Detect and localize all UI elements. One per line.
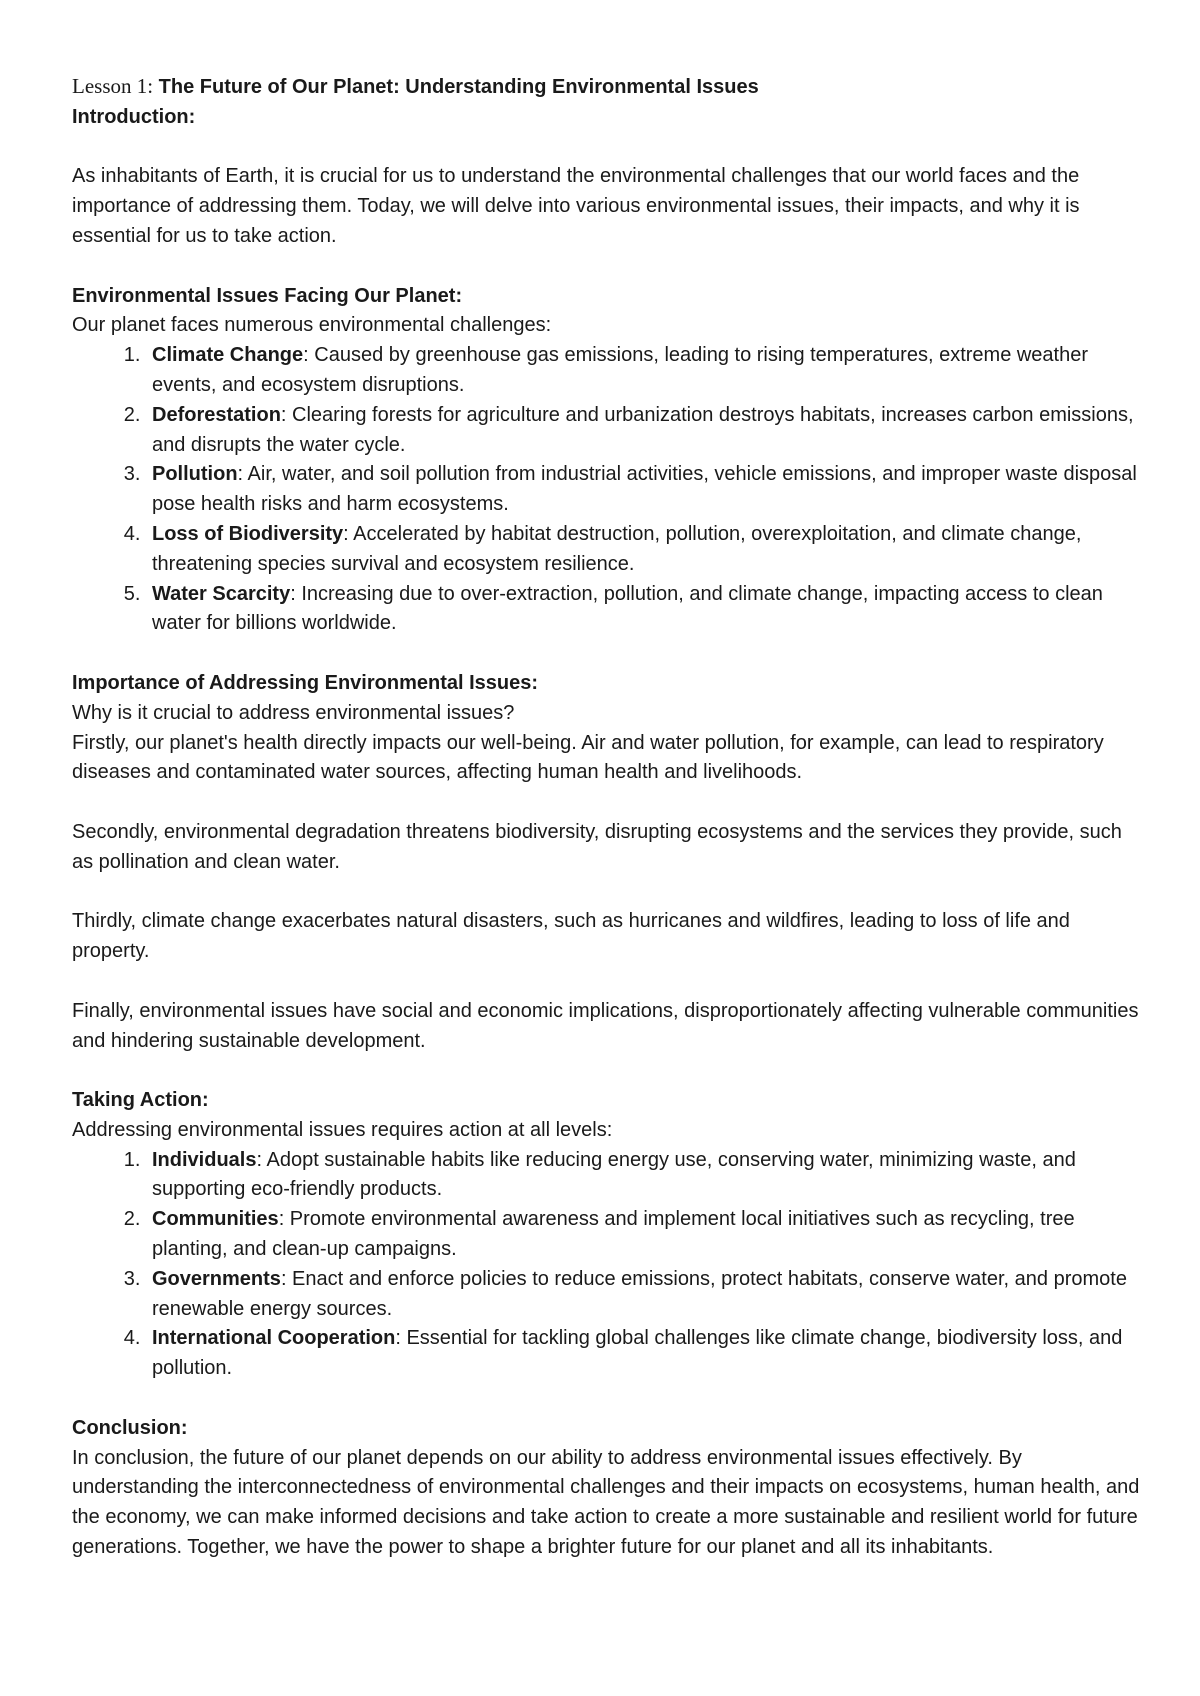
list-item-text: : Promote environmental awareness and implement local initiatives such as recycling, tree planting, and clean-up campaigns. bbox=[152, 1208, 1075, 1261]
list-item bbox=[146, 1146, 1140, 1206]
list-item bbox=[146, 580, 1140, 640]
issues-heading: Environmental Issues Facing Our Planet: bbox=[72, 284, 463, 307]
list-item-term: Pollution bbox=[152, 463, 238, 486]
list-item-text: : Essential for tackling global challenges like climate change, biodiversity loss, and pollution. bbox=[152, 1327, 1123, 1380]
list-item-text: : Accelerated by habitat destruction, pollution, overexploitation, and climate change, threatening species survival and ecosystem resilience. bbox=[152, 522, 1082, 575]
action-lead: Addressing environmental issues requires action at all levels: bbox=[72, 1118, 613, 1141]
list-item bbox=[146, 1324, 1140, 1384]
issues-lead: Our planet faces numerous environmental challenges: bbox=[72, 314, 552, 337]
list-item-term: Climate Change bbox=[152, 344, 304, 367]
list-item-term: Deforestation bbox=[152, 403, 281, 426]
importance-paragraph-2: Secondly, environmental degradation threatens biodiversity, disrupting ecosystems and the services they provide, such as pollination and clean water. bbox=[72, 820, 1122, 873]
list-item bbox=[146, 520, 1140, 580]
list-item bbox=[146, 401, 1140, 461]
list-item bbox=[146, 460, 1140, 520]
introduction-heading: Introduction: bbox=[72, 105, 196, 128]
action-list bbox=[72, 1146, 1140, 1384]
list-item-text: : Adopt sustainable habits like reducing energy use, conserving water, minimizing waste, and supporting eco-friendly products. bbox=[152, 1148, 1076, 1201]
importance-heading: Importance of Addressing Environmental Issues: bbox=[72, 671, 539, 694]
list-item-text: : Enact and enforce policies to reduce emissions, protect habitats, conserve water, and promote renewable energy sources. bbox=[152, 1267, 1127, 1320]
importance-question: Why is it crucial to address environmental issues? bbox=[72, 701, 515, 724]
lesson-title bbox=[72, 72, 1140, 103]
spacer bbox=[72, 878, 1140, 908]
action-heading: Taking Action: bbox=[72, 1089, 209, 1112]
list-item-term: Water Scarcity bbox=[152, 582, 291, 605]
spacer bbox=[72, 133, 1140, 163]
conclusion-heading: Conclusion: bbox=[72, 1416, 188, 1439]
spacer bbox=[72, 788, 1140, 818]
importance-paragraph-4: Finally, environmental issues have social and economic implications, disproportionately affecting vulnerable communities and hindering sustainable development. bbox=[72, 999, 1139, 1052]
introduction-paragraph: As inhabitants of Earth, it is crucial for us to understand the environmental challenges that our world faces and the importance of addressing them. Today, we will delve into various environmental issues, their impacts, and why it is essential for us to take action. bbox=[72, 165, 1080, 247]
list-item bbox=[146, 1265, 1140, 1325]
list-item-text: : Increasing due to over-extraction, pollution, and climate change, impacting access to clean water for billions worldwide. bbox=[152, 582, 1103, 635]
list-item bbox=[146, 341, 1140, 401]
list-item-text: : Clearing forests for agriculture and urbanization destroys habitats, increases carbon emissions, and disrupts the water cycle. bbox=[152, 403, 1134, 456]
spacer bbox=[72, 639, 1140, 669]
list-item-term: Individuals bbox=[152, 1148, 257, 1171]
importance-paragraph-1: Firstly, our planet's health directly impacts our well-being. Air and water pollution, for example, can lead to respiratory diseases and contaminated water sources, affecting human health and livelihoods. bbox=[72, 731, 1104, 784]
lesson-title-text: The Future of Our Planet: Understanding Environmental Issues bbox=[158, 76, 759, 98]
list-item-term: Governments bbox=[152, 1267, 281, 1290]
spacer bbox=[72, 1384, 1140, 1414]
spacer bbox=[72, 252, 1140, 282]
spacer bbox=[72, 1056, 1140, 1086]
issues-list bbox=[72, 341, 1140, 639]
lesson-number: Lesson 1: bbox=[72, 74, 154, 98]
list-item-text: : Air, water, and soil pollution from industrial activities, vehicle emissions, and improper waste disposal pose health risks and harm ecosystems. bbox=[152, 463, 1137, 516]
importance-paragraph-3: Thirdly, climate change exacerbates natural disasters, such as hurricanes and wildfires, leading to loss of life and property. bbox=[72, 910, 1070, 963]
list-item-term: Loss of Biodiversity bbox=[152, 522, 344, 545]
conclusion-paragraph: In conclusion, the future of our planet depends on our ability to address environmental issues effectively. By understanding the interconnectedness of environmental challenges and their impacts on ecosystems, human health, and the economy, we can make informed decisions and take action to create a more sustainable and resilient world for future generations. Together, we have the power to shape a brighter future for our planet and all its inhabitants. bbox=[72, 1446, 1140, 1559]
spacer bbox=[72, 967, 1140, 997]
list-item-term: Communities bbox=[152, 1208, 279, 1231]
list-item bbox=[146, 1205, 1140, 1265]
list-item-text: : Caused by greenhouse gas emissions, leading to rising temperatures, extreme weather events, and ecosystem disruptions. bbox=[152, 344, 1089, 396]
list-item-term: International Cooperation bbox=[152, 1327, 396, 1350]
